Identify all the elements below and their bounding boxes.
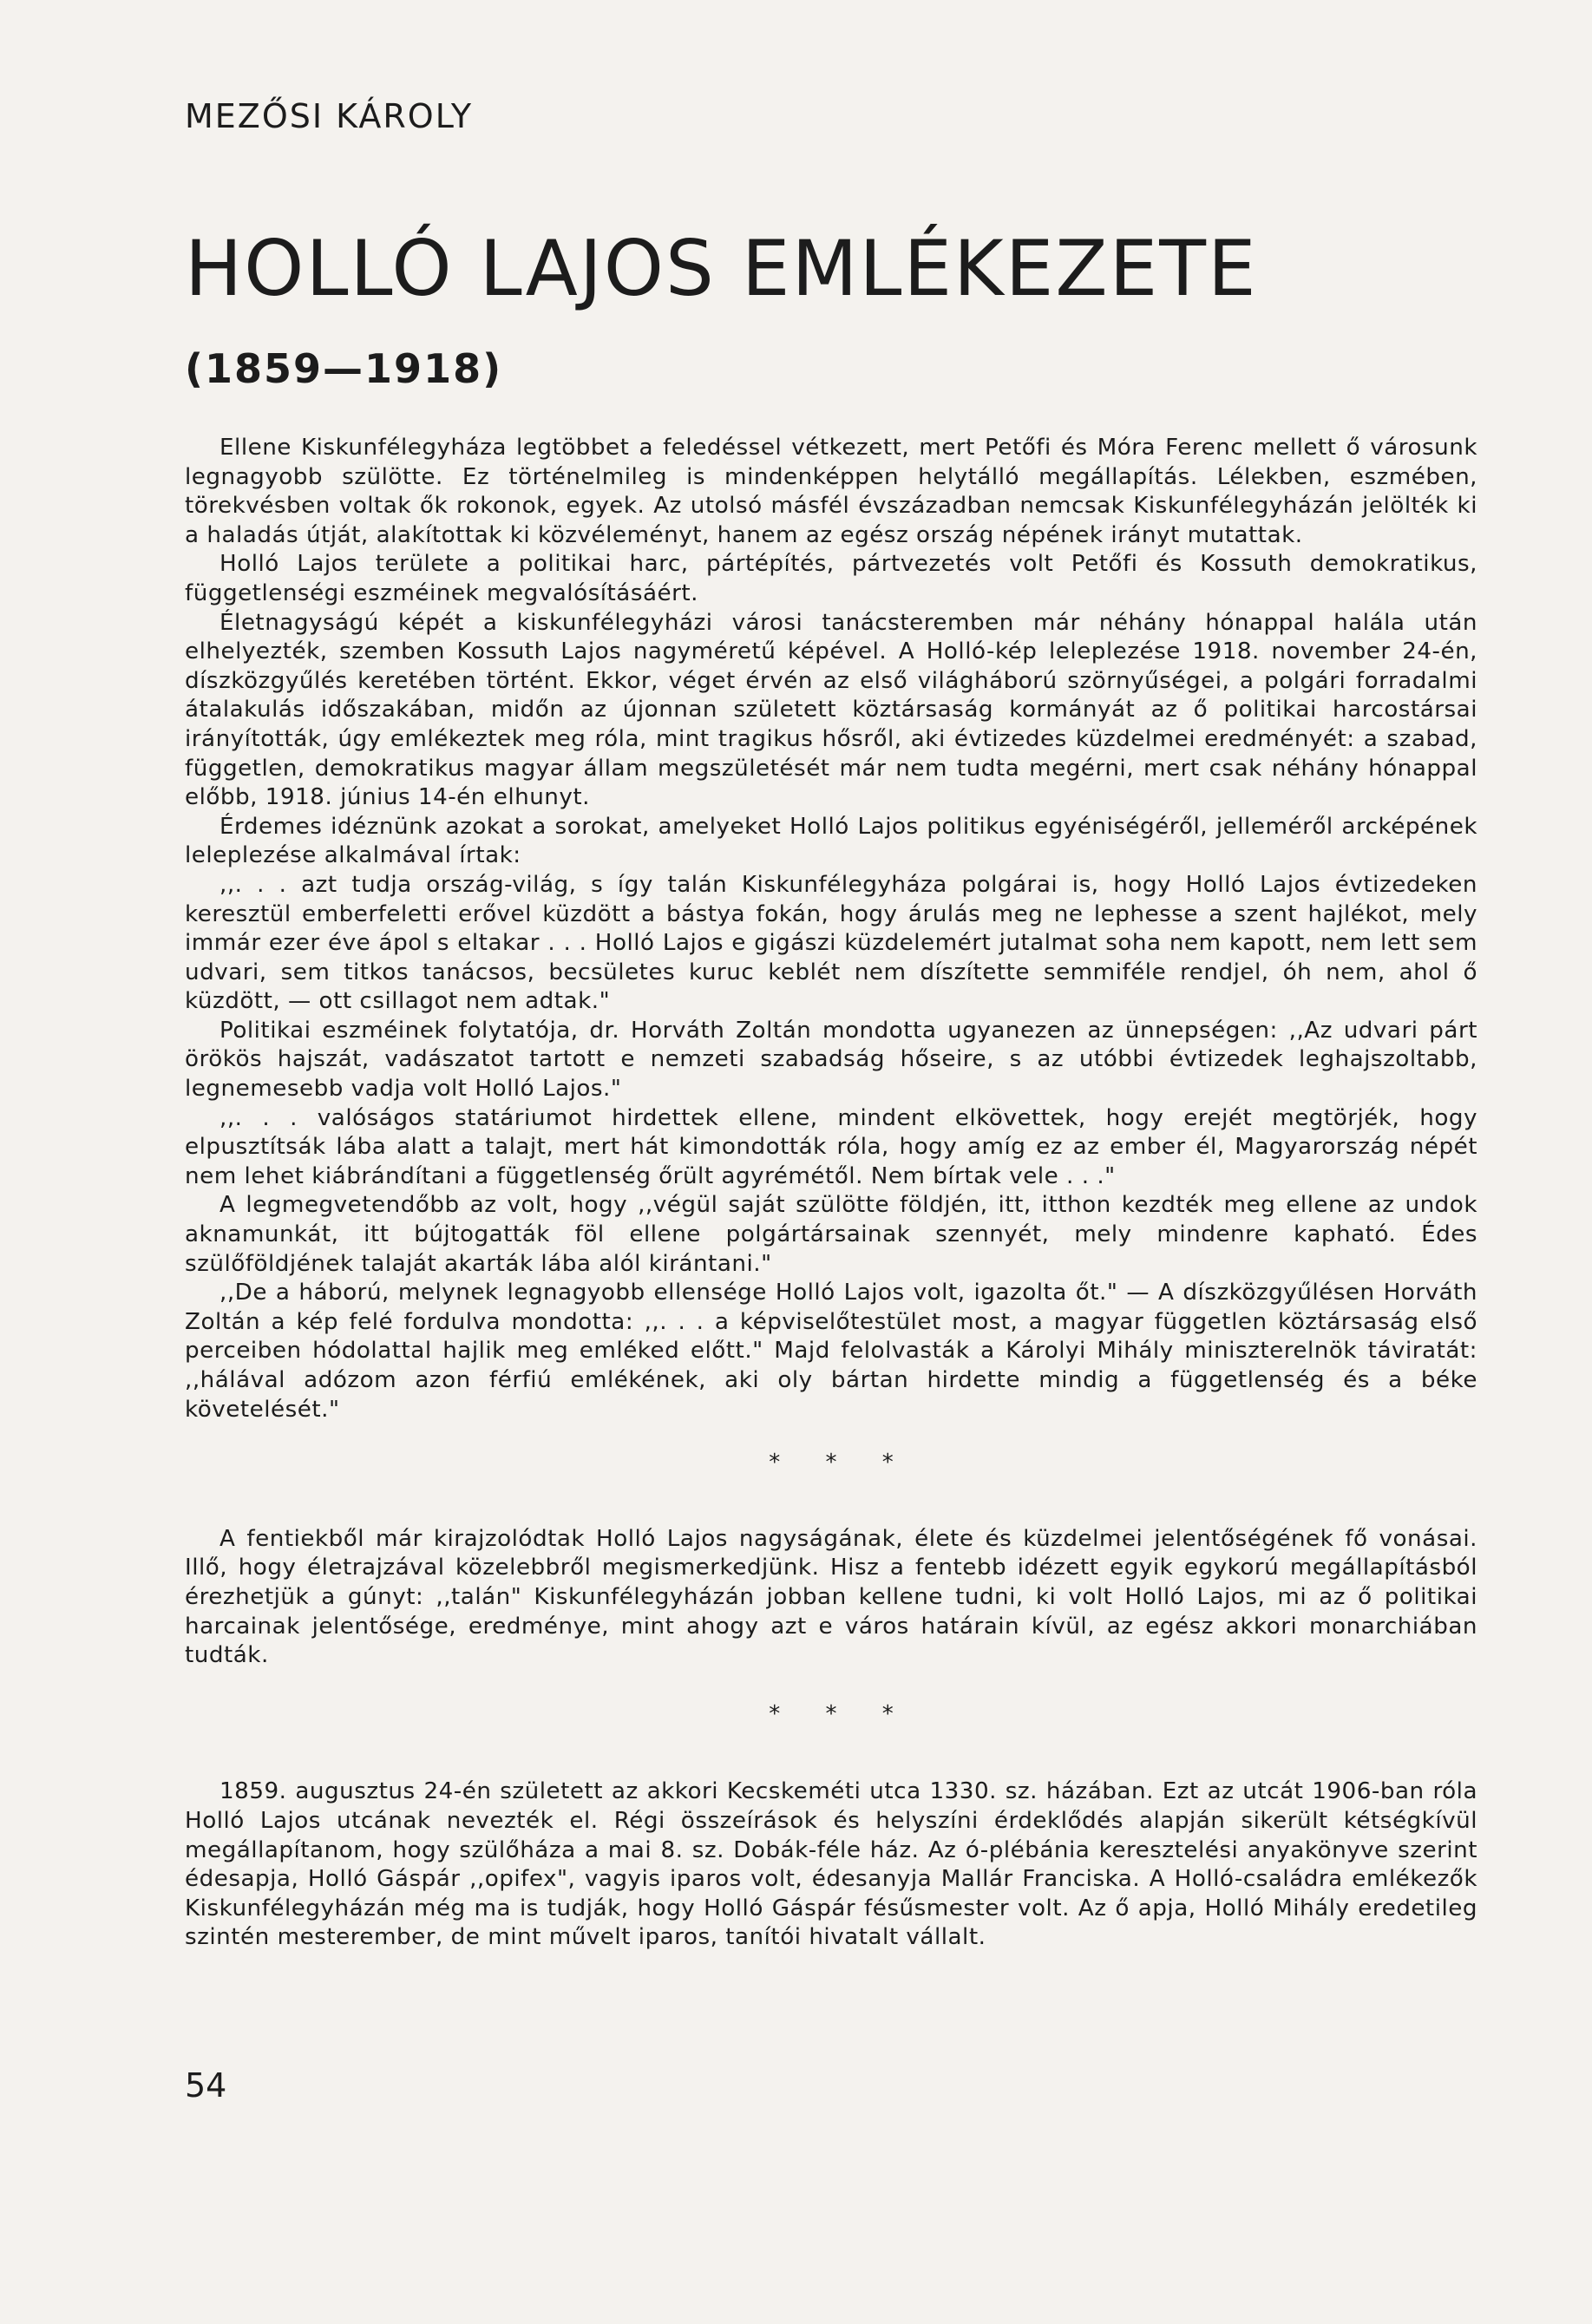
paragraph: ,,De a háború, melynek legnagyobb ellensége Holló Lajos volt, igazolta őt." — A díszközgyűlésen Horváth Zoltán a kép felé fordulva mondotta: ,,. . . a képviselőtestület most, a magyar független köztársaság első perceiben hódolattal hajlik meg emléked előtt." Majd felolvasták a Károlyi Mihály miniszterelnök táviratát: ,,hálával adózom azon férfiú emlékének, aki oly bártan hirdette mindig a függetlenség és a béke követelését." [185,1280,1477,1423]
life-dates: (1859—1918) [185,345,503,392]
paragraph: Érdemes idéznünk azokat a sorokat, amelyeket Holló Lajos politikus egyéniségéről, jelleméről arcképének leleplezése alkalmával írtak: [185,813,1477,869]
paragraph: A fentiekből már kirajzolódtak Holló Lajos nagyságának, élete és küzdelmei jelentőségének fő vonásai. Illő, hogy életrajzával közelebbről megismerkedjünk. Hisz a fentebb idézett egyik egykorú megállapításból érezhetjük a gúnyt: ,,talán" Kiskunfélegyházán jobban kellene tudni, ki volt Holló Lajos, mi az ő politikai harcainak jelentősége, eredménye, mint ahogy azt e város határain kívül, az egész akkori monarchiában tudták. [185,1525,1477,1669]
author-name: MEZŐSI KÁROLY [185,97,474,135]
section-separator: * * * [769,1700,913,1727]
paragraph: A legmegvetendőbb az volt, hogy ,,végül saját szülötte földjén, itt, itthon kezdték meg ellene az undok aknamunkát, itt bújtogatták föl ellene polgártársainak szennyét, mely mindenre kapható. Édes szülőföldjének talaját akarták lába alól kirántani." [185,1192,1477,1277]
paragraph: 1859. augusztus 24-én született az akkori Kecskeméti utca 1330. sz. házában. Ezt az utcát 1906-ban róla Holló Lajos utcának nevezték el. Régi összeírások és helyszíni érdeklődés alapján sikerült kétségkívül megállapítanom, hogy szülőháza a mai 8. sz. Dobák-féle ház. Az ó-plébánia keresztelési anyakönyve szerint édesapja, Holló Gáspár ,,opifex", vagyis iparos volt, édesanyja Mallár Franciska. A Holló-családra emlékezők Kiskunfélegyházán még ma is tudják, hogy Holló Gáspár fésűsmester volt. Az ő apja, Holló Mihály eredetileg szintén mesterember, de mint művelt iparos, tanítói hivatalt vállalt. [185,1778,1477,1951]
page-number: 54 [185,2066,227,2105]
quote-paragraph: ,,. . . azt tudja ország-világ, s így talán Kiskunfélegyháza polgárai is, hogy Holló Lajos évtizedeken keresztül emberfeletti erővel küzdött a bástya fokán, hogy árulás meg ne lephesse a szent hajlékot, mely immár ezer éve ápol s eltakar . . . Holló Lajos e gigászi küzdelemért jutalmat soha nem kapott, nem lett sem udvari, sem titkos tanácsos, becsületes kuruc keblét nem díszítette semmiféle rendjel, óh nem, ahol ő küzdött, — ott csillagot nem adtak." [185,871,1477,1015]
article-title: HOLLÓ LAJOS EMLÉKEZETE [185,224,1258,313]
quote-paragraph: ,,. . . valóságos statáriumot hirdettek ellene, mindent elkövettek, hogy erejét megtörjék, hogy elpusztítsák lába alatt a talajt, mert hát kimondották róla, hogy amíg ez az ember él, Magyarország népét nem lehet kiábrándítani a függetlenség őrült agyrémétől. Nem bírtak vele . . ." [185,1104,1477,1189]
article-body [185,434,1477,1953]
paragraph: Politikai eszméinek folytatója, dr. Horváth Zoltán mondotta ugyanezen az ünnepségen: ,,Az udvari párt örökös hajszát, vadászatot tartott e nemzeti szabadság hőseire, s az utóbbi évtizedek leghajszoltabb, legnemesebb vadja volt Holló Lajos." [185,1017,1477,1103]
section-separator: * * * [769,1450,913,1476]
paragraph: Holló Lajos területe a politikai harc, pártépítés, pártvezetés volt Petőfi és Kossuth demokratikus, függetlenségi eszméinek megvalósításáért. [185,551,1477,606]
paragraph: Életnagyságú képét a kiskunfélegyházi városi tanácsteremben már néhány hónappal halála után elhelyezték, szemben Kossuth Lajos nagyméretű képével. A Holló-kép leleplezése 1918. november 24-én, díszközgyűlés keretében történt. Ekkor, véget érvén az első világháború szörnyűségei, a polgári forradalmi átalakulás időszakában, midőn az újonnan született köztársaság kormányát az ő politikai harcostársai irányították, úgy emlékeztek meg róla, mint tragikus hősről, aki évtizedes küzdelmei eredményét: a szabad, független, demokratikus magyar állam megszületését már nem tudta megérni, mert csak néhány hónappal előbb, 1918. június 14-én elhunyt. [185,609,1477,811]
paragraph: Ellene Kiskunfélegyháza legtöbbet a feledéssel vétkezett, mert Petőfi és Móra Ferenc mellett ő városunk legnagyobb szülötte. Ez történelmileg is mindenképpen helytálló megállapítás. Lélekben, eszmében, törekvésben voltak ők rokonok, egyek. Az utolsó másfél évszázadban nemcsak Kiskunfélegyházán jelölték ki a haladás útját, alakítottak ki közvéleményt, hanem az egész ország népének irányt mutattak. [185,435,1477,548]
